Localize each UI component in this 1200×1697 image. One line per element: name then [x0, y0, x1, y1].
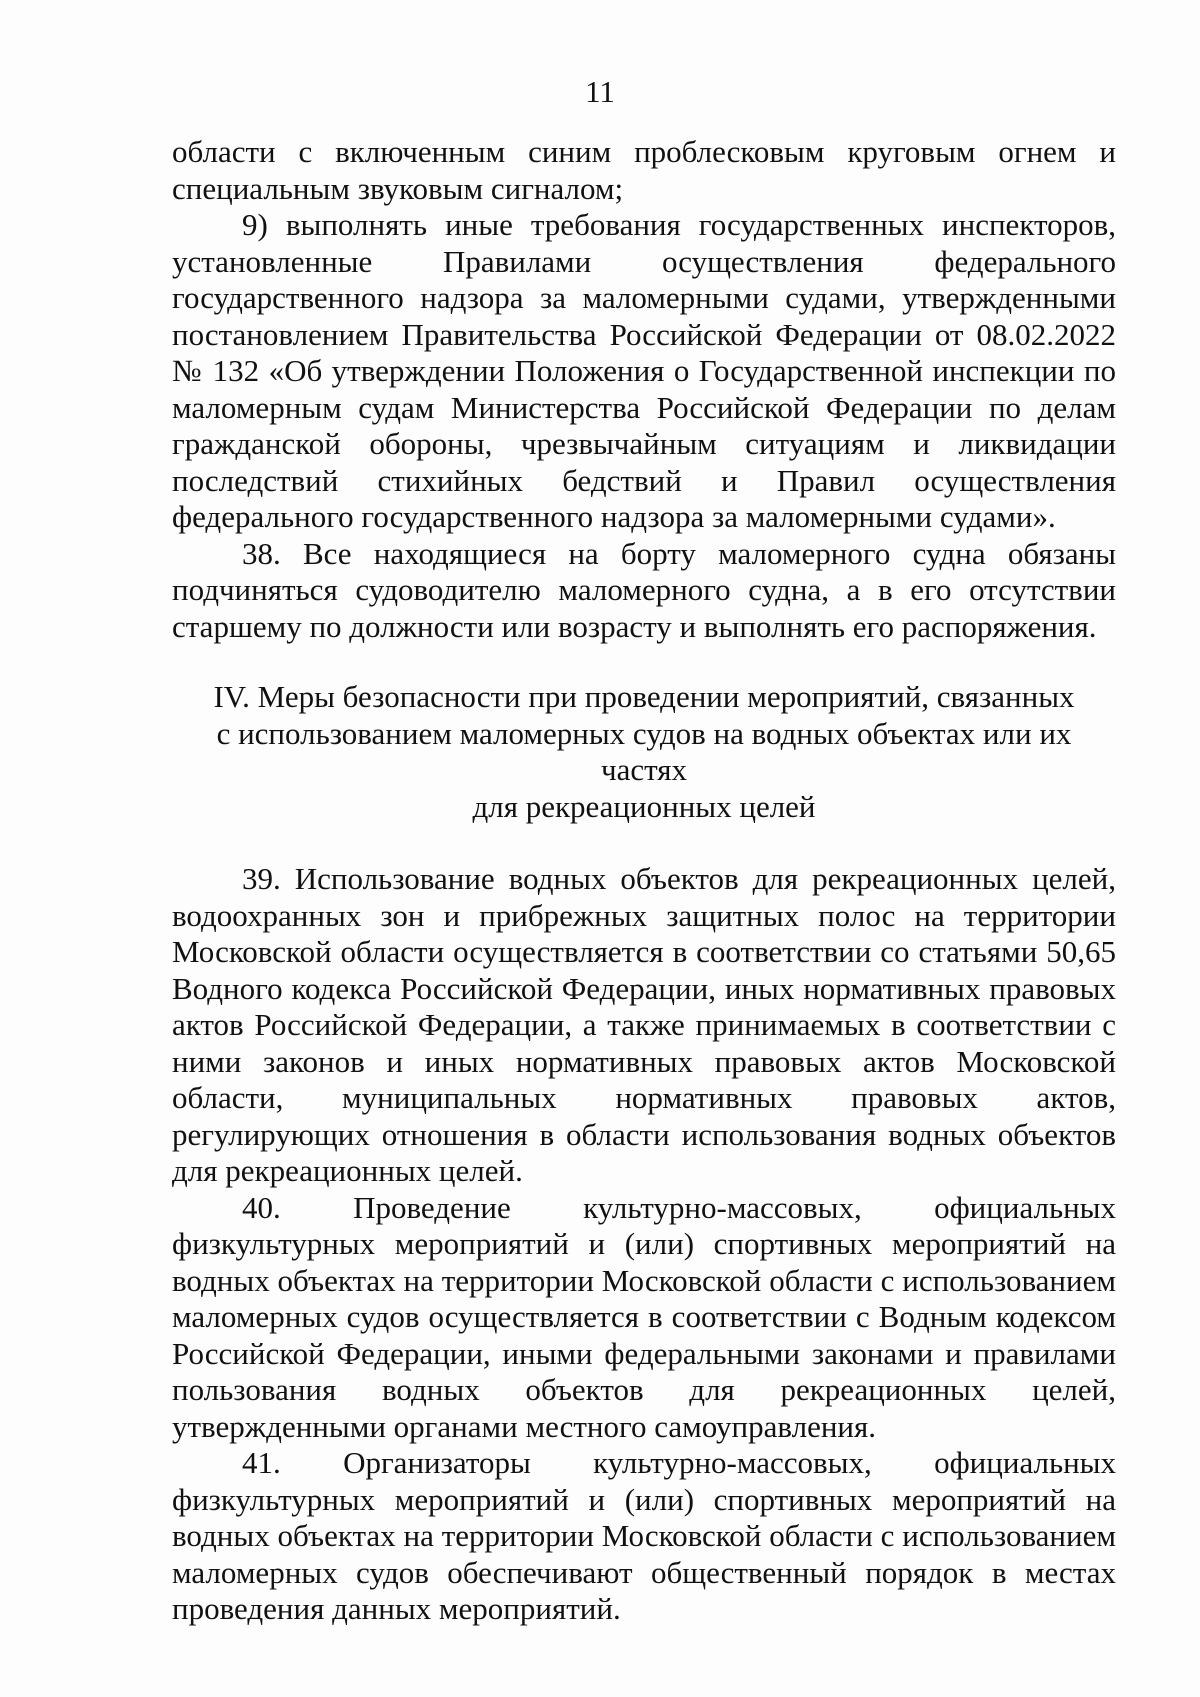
- paragraph-38: 38. Все находящиеся на борту маломерного судна обязаны подчиняться судоводителю маломерного судна, а в его отсутствии старшему по должности или возрасту и выполнять его распоряжения.: [172, 535, 1116, 644]
- section-heading: [172, 679, 1116, 825]
- page-number: 11: [585, 74, 615, 109]
- document-body: [172, 134, 1116, 1628]
- section-heading-line-1: IV. Меры безопасности при проведении мероприятий, связанных: [213, 679, 1075, 714]
- section-heading-line-3: для рекреационных целей: [472, 788, 816, 824]
- paragraph-41: 41. Организаторы культурно-массовых, официальных физкультурных мероприятий и (или) спортивных мероприятий на водных объектах на территории Московской области с использованием маломерных судов обеспечивают общественный порядок в местах проведения данных мероприятий.: [172, 1445, 1116, 1626]
- paragraph-continuation: области с включенным синим проблесковым круговым огнем и специальным звуковым сигналом;: [172, 134, 1116, 206]
- section-heading-line-2: с использованием маломерных судов на водных объектах или их частях: [216, 715, 1072, 787]
- paragraph-40: 40. Проведение культурно-массовых, официальных физкультурных мероприятий и (или) спортивных мероприятий на водных объектах на территории Московской области с использованием маломерных судов осуществляется в соответствии с Водным кодексом Российской Федерации, иными федеральными законами и правилами пользования водных объектов для рекреационных целей, утвержденными органами местного самоуправления.: [172, 1189, 1116, 1444]
- paragraph-item-9: 9) выполнять иные требования государственных инспекторов, установленные Правилами осуществления федерального государственного надзора за маломерными судами, утвержденными постановлением Правительства Российской Федерации от 08.02.2022 № 132 «Об утверждении Положения о Государственной инспекции по маломерным судам Министерства Российской Федерации по делам гражданской обороны, чрезвычайным ситуациям и ликвидации последствий стихийных бедствий и Правил осуществления федерального государственного надзора за маломерными судами».: [172, 207, 1116, 534]
- paragraph-39: 39. Использование водных объектов для рекреационных целей, водоохранных зон и прибрежных защитных полос на территории Московской области осуществляется в соответствии со статьями 50,65 Водного кодекса Российской Федерации, иных нормативных правовых актов Российской Федерации, а также принимаемых в соответствии с ними законов и иных нормативных правовых актов Московской области, муниципальных нормативных правовых актов, регулирующих отношения в области использования водных объектов для рекреационных целей.: [172, 861, 1116, 1188]
